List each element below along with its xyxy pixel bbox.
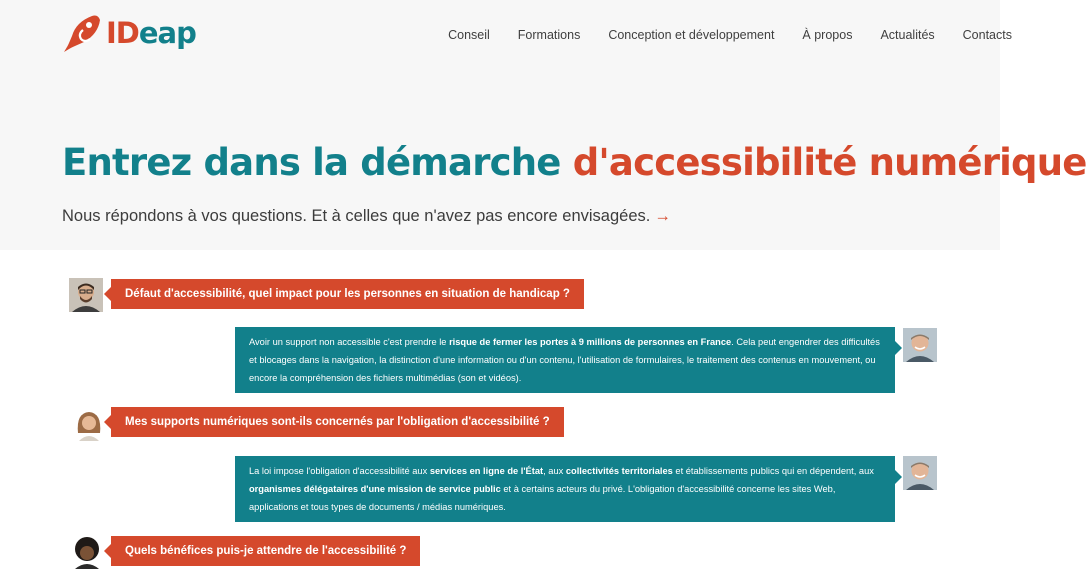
- nav-actualites[interactable]: Actualités: [880, 28, 935, 42]
- nav-conseil[interactable]: Conseil: [448, 28, 490, 42]
- logo-wordmark: IDeap: [106, 15, 196, 50]
- faq-answer-2: La loi impose l'obligation d'accessibilité aux services en ligne de l'État, aux collectivités territoriales et établissements publics qui en dépendent, aux organismes délégataires d'une mission de service public et à certains acteurs du privé. L'obligation d'accessibilité concerne les sites Web, applications et tous types de documents / médias numériques.: [235, 456, 895, 522]
- hero-subline[interactable]: Nous répondons à vos questions. Et à celles que n'avez pas encore envisagées. →: [62, 207, 671, 225]
- main-nav: [448, 28, 1012, 42]
- nav-conception[interactable]: Conception et développement: [608, 28, 775, 42]
- faq-question-3[interactable]: Quels bénéfices puis-je attendre de l'accessibilité ?: [111, 536, 420, 566]
- avatar-person-3: [70, 535, 104, 569]
- faq-answer-1: Avoir un support non accessible c'est prendre le risque de fermer les portes à 9 millions de personnes en France. Cela peut engendrer des difficultés et blocages dans la navigation, la distinction d'une information ou d'un contenu, l'utilisation de formulaires, le traitement des contenus en mouvement, ou encore la compréhension des fichiers multimédias (son et vidéos).: [235, 327, 895, 393]
- avatar-expert-2: [903, 456, 937, 490]
- avatar-person-2: [72, 407, 106, 441]
- faq-question-1[interactable]: Défaut d'accessibilité, quel impact pour les personnes en situation de handicap ?: [111, 279, 584, 309]
- wheelchair-rocket-icon: [62, 12, 102, 54]
- avatar-expert-1: [903, 328, 937, 362]
- nav-formations[interactable]: Formations: [517, 28, 581, 42]
- nav-a-propos[interactable]: À propos: [802, 28, 853, 42]
- page-title: Entrez dans la démarche d'accessibilité numérique: [62, 141, 1087, 184]
- nav-contacts[interactable]: Contacts: [962, 28, 1012, 42]
- faq-question-2[interactable]: Mes supports numériques sont-ils concernés par l'obligation d'accessibilité ?: [111, 407, 564, 437]
- site-logo[interactable]: [62, 12, 196, 54]
- arrow-right-icon: →: [654, 207, 671, 225]
- avatar-person-1: [69, 278, 103, 312]
